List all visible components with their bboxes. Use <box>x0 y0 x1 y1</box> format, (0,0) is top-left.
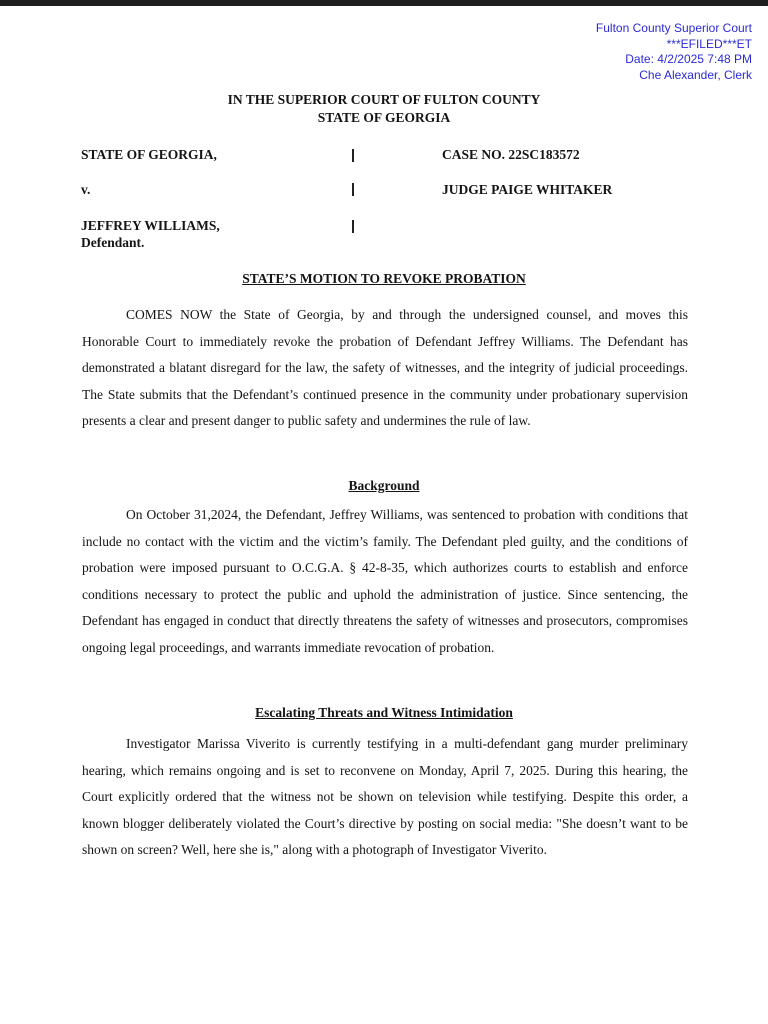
caption-defendant: JEFFREY WILLIAMS, <box>81 218 220 233</box>
threats-paragraph: Investigator Marissa Viverito is currently testifying in a multi-defendant gang murder preliminary hearing, which remains ongoing and is set to reconvene on Monday, April 7, 2025. During this hearing, the Court explicitly ordered that the witness not be shown on television while testifying. Despite this order, a known blogger deliberately violated the Court’s directive by posting on social media: "She doesn’t want to be shown on screen? Well, here she is," along with a photograph of Investigator Viverito. <box>82 736 688 857</box>
caption-separator <box>352 149 354 162</box>
intro-paragraph: COMES NOW the State of Georgia, by and through the undersigned counsel, and moves this Honorable Court to immediately revoke the probation of Defendant Jeffrey Williams. The Defendant has demonstrated a blatant disregard for the law, the safety of witnesses, and the integrity of judicial proceedings. The State submits that the Defendant’s continued presence in the community under probationary supervision presents a clear and present danger to public safety and undermines the rule of law. <box>82 307 688 428</box>
stamp-clerk: Che Alexander, Clerk <box>639 67 752 82</box>
stamp-court: Fulton County Superior Court <box>595 21 752 35</box>
efiled-stamp <box>596 21 752 83</box>
top-border <box>0 0 768 6</box>
stamp-date: Date: 4/2/2025 7:48 PM <box>625 52 752 66</box>
caption-separator <box>352 220 354 233</box>
court-name: IN THE SUPERIOR COURT OF FULTON COUNTY <box>227 92 541 107</box>
caption-separator <box>352 183 354 196</box>
threats-heading: Escalating Threats and Witness Intimidation <box>255 705 513 720</box>
caption-defendant-role: Defendant. <box>81 235 145 250</box>
court-state: STATE OF GEORGIA <box>317 110 451 125</box>
caption-plaintiff: STATE OF GEORGIA, <box>81 147 217 162</box>
background-heading: Background <box>348 478 420 493</box>
motion-title: STATE’S MOTION TO REVOKE PROBATION <box>242 271 526 286</box>
background-paragraph: On October 31,2024, the Defendant, Jeffrey Williams, was sentenced to probation with conditions that include no contact with the victim and the victim’s family. The Defendant pled guilty, and the conditions of probation were imposed pursuant to O.C.G.A. § 42-8-35, which authorizes courts to establish and enforce conditions necessary to protect the public and uphold the administration of justice. Since sentencing, the Defendant has engaged in conduct that directly threatens the safety of witnesses and prosecutors, compromises ongoing legal proceedings, and warrants immediate revocation of probation. <box>82 507 688 655</box>
stamp-efiled: ***EFILED***ET <box>666 36 752 51</box>
judge-name: JUDGE PAIGE WHITAKER <box>442 182 613 197</box>
case-number: CASE NO. 22SC183572 <box>442 147 580 162</box>
caption-versus: v. <box>81 182 91 197</box>
